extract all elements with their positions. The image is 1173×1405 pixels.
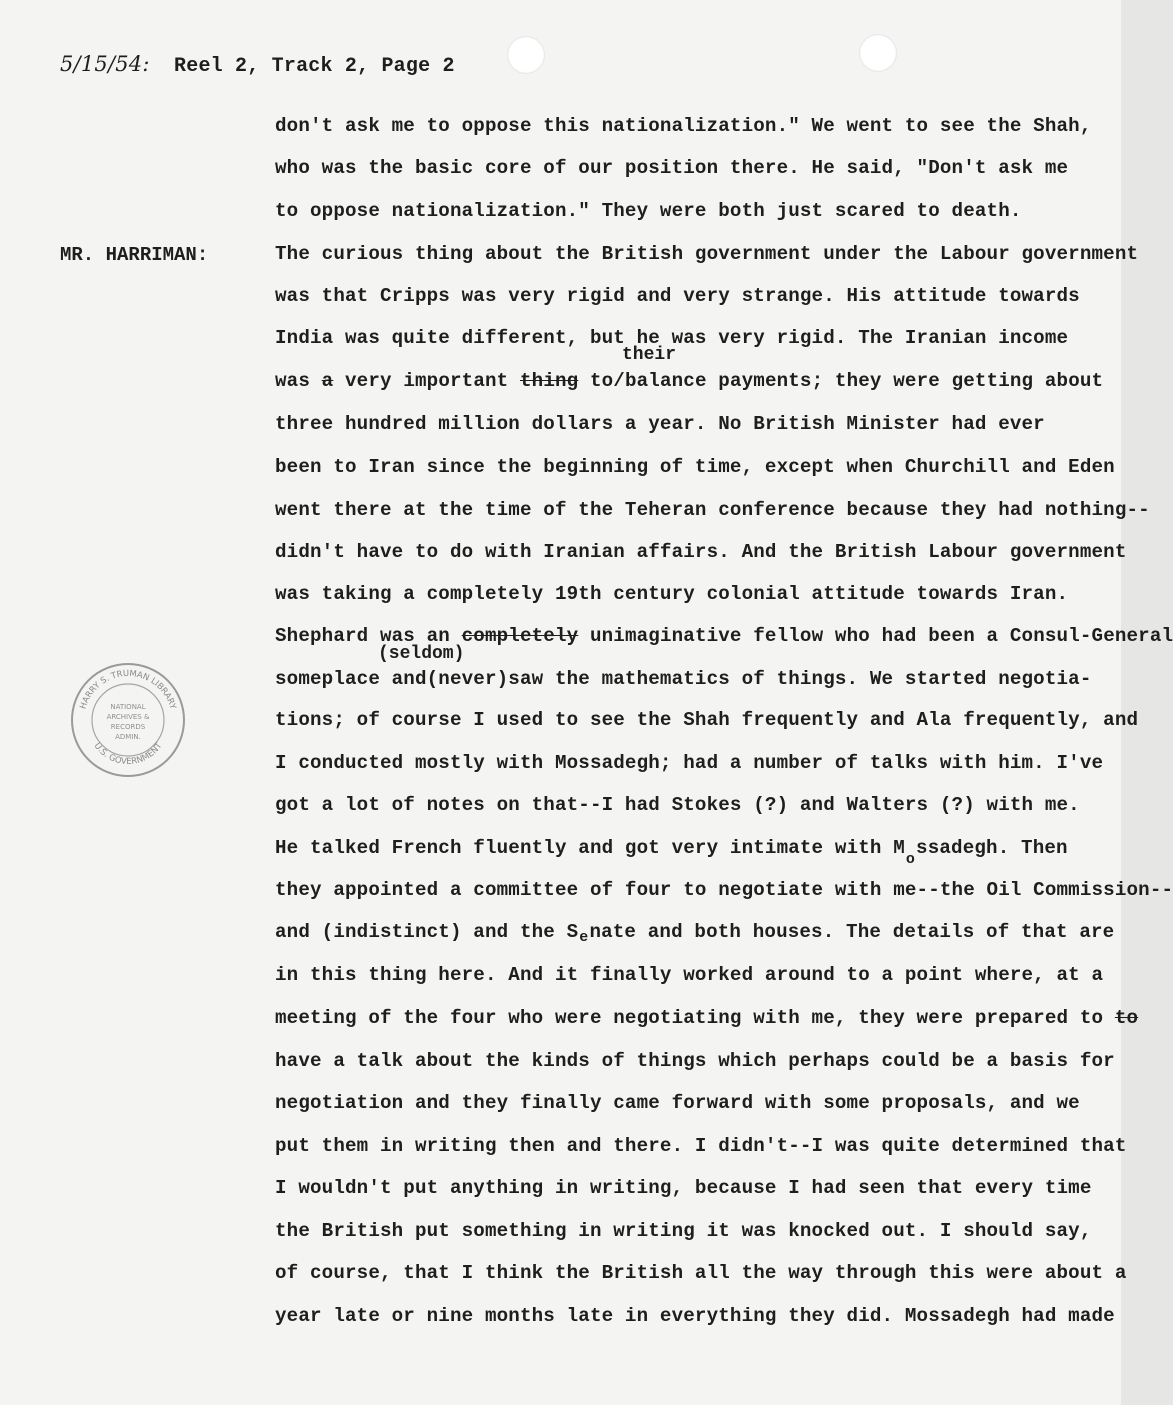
- struck-text: a: [321, 370, 334, 392]
- text-line: didn't have to do with Iranian affairs. And the British Labour government: [275, 541, 1127, 563]
- text-line: got a lot of notes on that--I had Stokes (?) and Walters (?) with me.: [275, 794, 1080, 816]
- text-line: don't ask me to oppose this nationalization." We went to see the Shah,: [275, 115, 1092, 137]
- speaker-label: MR. HARRIMAN:: [60, 244, 209, 266]
- text-segment: meeting of the four who were negotiating with me, they were prepared to: [275, 1007, 1104, 1029]
- text-segment: was: [275, 370, 322, 392]
- text-line: have a talk about the kinds of things which perhaps could be a basis for: [275, 1050, 1115, 1072]
- stamp-center-text: RECORDS: [110, 723, 146, 731]
- text-line: the British put something in writing it was knocked out. I should say,: [275, 1220, 1092, 1242]
- text-line-balance: [275, 370, 1103, 392]
- struck-text: completely: [461, 625, 579, 647]
- text-line: I conducted mostly with Mossadegh; had a number of talks with him. I've: [275, 752, 1104, 774]
- text-line: three hundred million dollars a year. No British Minister had ever: [275, 413, 1045, 435]
- text-line: who was the basic core of our position there. He said, "Don't ask me: [275, 157, 1069, 179]
- text-line: of course, that I think the British all the way through this were about a: [275, 1262, 1127, 1284]
- text-segment: Shephard was an: [275, 625, 462, 647]
- stamp-center-text: ADMIN.: [115, 733, 141, 741]
- interlinear-insertion: their: [622, 345, 677, 365]
- text-line: I wouldn't put anything in writing, because I had seen that every time: [275, 1177, 1092, 1199]
- text-line: been to Iran since the beginning of time, except when Churchill and Eden: [275, 456, 1115, 478]
- text-line: year late or nine months late in everything they did. Mossadegh had made: [275, 1305, 1115, 1327]
- subscript-correction: e: [579, 929, 589, 946]
- text-line: to oppose nationalization." They were both just scared to death.: [275, 200, 1022, 222]
- text-line: someplace and(never)saw the mathematics of things. We started negotia-: [275, 668, 1092, 690]
- text-line: went there at the time of the Teheran conference because they had nothing--: [275, 499, 1150, 521]
- text-segment: unimaginative fellow who had been a Consul-General: [578, 625, 1173, 647]
- text-line: India was quite different, but he was very rigid. The Iranian income: [275, 327, 1069, 349]
- text-segment: nate and both houses. The details of that are: [589, 921, 1115, 943]
- text-segment: very important: [333, 370, 520, 392]
- text-segment: ssadegh. Then: [916, 837, 1068, 859]
- subscript-correction: o: [905, 851, 916, 868]
- text-line: was that Cripps was very rigid and very strange. His attitude towards: [275, 285, 1080, 307]
- punch-hole-left: [507, 36, 545, 74]
- text-line-prepared: [275, 1007, 1138, 1029]
- text-line: tions; of course I used to see the Shah frequently and Ala frequently, and: [275, 709, 1139, 731]
- interlinear-insertion: (seldom): [378, 644, 465, 664]
- stamp-center-text: NATIONAL: [110, 703, 146, 711]
- struck-text: to: [1114, 1007, 1139, 1029]
- stamp-center-text: ARCHIVES &: [106, 713, 150, 721]
- text-segment: and (indistinct) and the S: [275, 921, 579, 943]
- text-line-senate: [275, 921, 1115, 946]
- text-line: put them in writing then and there. I didn't--I was quite determined that: [275, 1135, 1127, 1157]
- punch-hole-right: [859, 34, 897, 72]
- text-segment: to/balance payments; they were getting about: [578, 370, 1104, 392]
- text-line: they appointed a committee of four to negotiate with me--the Oil Commission--: [275, 879, 1173, 901]
- text-line: negotiation and they finally came forward with some proposals, and we: [275, 1092, 1080, 1114]
- handwritten-date: 5/15/54:: [60, 52, 150, 76]
- page-header: [60, 52, 455, 78]
- text-line: in this thing here. And it finally worked around to a point where, at a: [275, 964, 1104, 986]
- stamp-ring-top-text: HARRY S. TRUMAN LIBRARY: [78, 668, 178, 711]
- text-line-french: [275, 837, 1068, 868]
- text-line: The curious thing about the British government under the Labour government: [275, 243, 1139, 265]
- text-segment: He talked French fluently and got very intimate with M: [275, 837, 905, 859]
- text-line: was taking a completely 19th century colonial attitude towards Iran.: [275, 583, 1069, 605]
- archive-stamp: [68, 660, 188, 780]
- reel-info: Reel 2, Track 2, Page 2: [174, 55, 455, 78]
- stamp-ring-bottom-text: U.S. GOVERNMENT: [91, 741, 165, 768]
- struck-text: thing: [519, 370, 579, 392]
